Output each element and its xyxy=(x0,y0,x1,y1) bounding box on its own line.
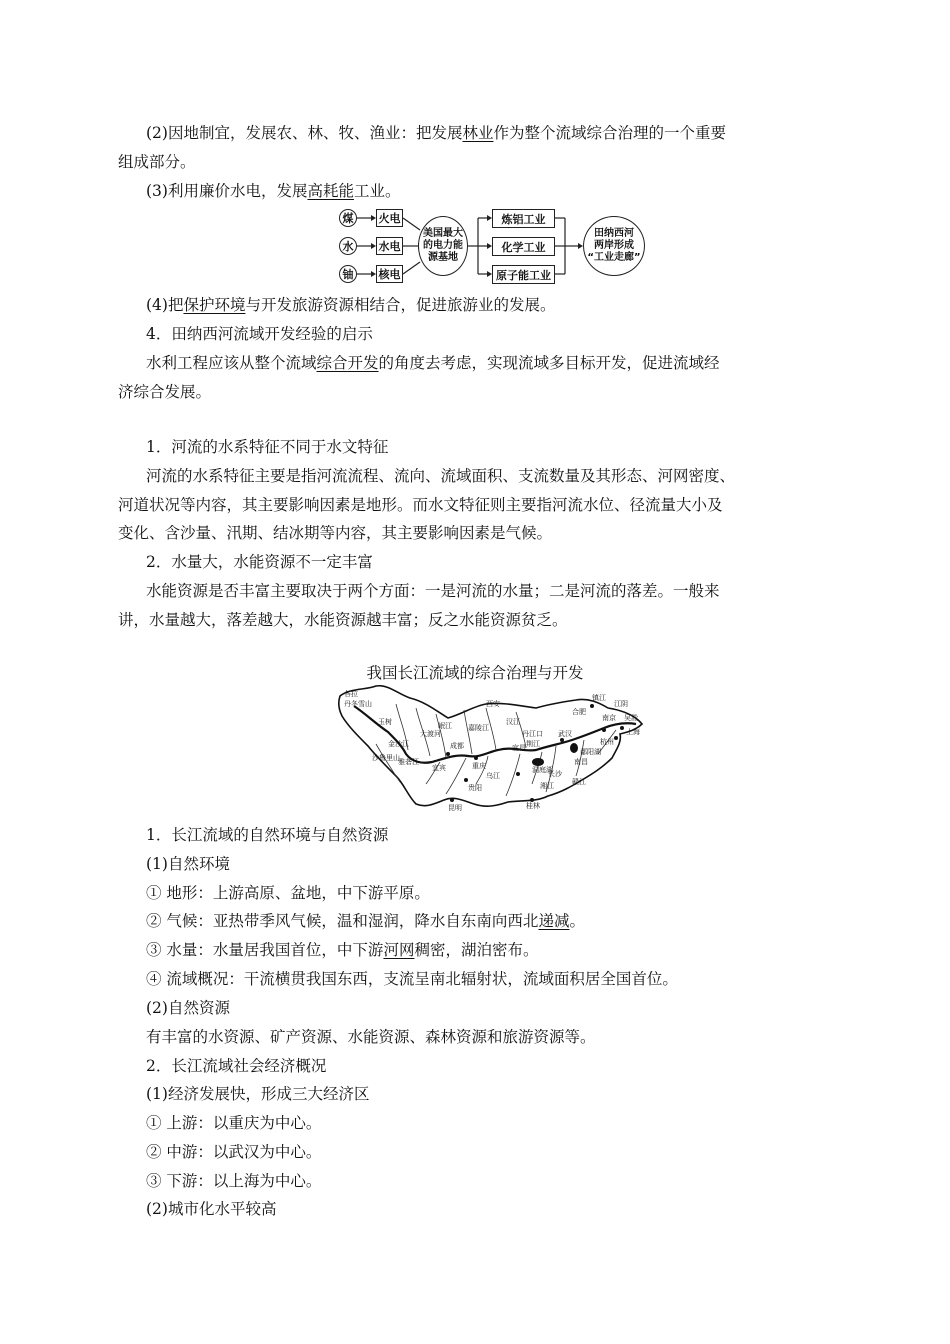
svg-text:南昌: 南昌 xyxy=(574,758,588,766)
source-coal: 煤 xyxy=(339,209,357,227)
subheading-economic-zones: (1)经济发展快，形成三大经济区 xyxy=(146,1085,370,1103)
heading-yangtze-natural: 1．长江流域的自然环境与自然资源 xyxy=(146,826,389,844)
industry-chemical: 化学工业 xyxy=(492,237,555,256)
industry-aluminum: 炼铝工业 xyxy=(492,209,555,228)
svg-text:合肥: 合肥 xyxy=(572,708,586,716)
hub-energy-base: 美国最大 的电力能 源基地 xyxy=(418,216,468,276)
svg-text:沙鲁里山: 沙鲁里山 xyxy=(372,754,400,762)
heading-river-features: 1．河流的水系特征不同于水文特征 xyxy=(146,438,389,456)
item-terrain: ① 地形：上游高原、盆地，中下游平原。 xyxy=(146,884,430,902)
svg-text:赣江: 赣江 xyxy=(572,778,586,786)
item-lower-reach: ③ 下游：以上海为中心。 xyxy=(146,1172,322,1190)
svg-text:汉江: 汉江 xyxy=(506,718,520,726)
paragraph-river-features-3: 变化、含沙量、汛期、结冰期等内容，其主要影响因素是气候。 xyxy=(118,524,553,542)
svg-text:鄱阳湖: 鄱阳湖 xyxy=(580,748,601,756)
paragraph-lessons: 水利工程应该从整个流域综合开发的角度去考虑，实现流域多目标开发，促进流域经 xyxy=(146,354,720,372)
paragraph-agriculture: (2)因地制宜，发展农、林、牧、渔业：把发展林业作为整个流域综合治理的一个重要 xyxy=(146,124,726,142)
subheading-natural-resources: (2)自然资源 xyxy=(146,999,230,1017)
paragraph-river-features-1: 河流的水系特征主要是指河流流程、流向、流域面积、支流数量及其形态、河网密度、 xyxy=(146,467,736,485)
svg-text:上海: 上海 xyxy=(626,728,640,736)
paragraph-agriculture-cont: 组成部分。 xyxy=(118,153,196,171)
heading-yangtze-economy: 2．长江流域社会经济概况 xyxy=(146,1057,327,1075)
item-climate: ② 气候：亚热带季风气候，温和湿润，降水自东南向西北递减。 xyxy=(146,912,585,930)
plant-thermal: 火电 xyxy=(376,209,403,227)
svg-text:嘉陵江: 嘉陵江 xyxy=(468,724,489,732)
paragraph-hydropower: (3)利用廉价水电，发展高耗能工业。 xyxy=(146,182,401,200)
plant-hydro: 水电 xyxy=(376,237,403,255)
svg-text:金沙江: 金沙江 xyxy=(388,740,409,748)
svg-text:昆明: 昆明 xyxy=(448,804,462,812)
svg-text:玉树: 玉树 xyxy=(378,718,392,726)
svg-text:乌江: 乌江 xyxy=(486,772,500,780)
paragraph-river-features-2: 河道状况等内容，其主要影响因素是地形。而水文特征则主要指河流水位、径流量大小及 xyxy=(118,496,723,514)
subheading-natural-environment: (1)自然环境 xyxy=(146,855,230,873)
subheading-urbanization: (2)城市化水平较高 xyxy=(146,1200,277,1218)
svg-text:长沙: 长沙 xyxy=(548,770,562,778)
paragraph-resources: 有丰富的水资源、矿产资源、水能资源、森林资源和旅游资源等。 xyxy=(146,1028,596,1046)
svg-text:重庆: 重庆 xyxy=(472,762,486,770)
section-title: 我国长江流域的综合治理与开发 xyxy=(366,664,584,682)
heading-tennessee-lessons: 4．田纳西河流域开发经验的启示 xyxy=(146,325,373,343)
svg-text:雅砻江: 雅砻江 xyxy=(398,758,419,766)
paragraph-lessons-cont: 济综合发展。 xyxy=(118,383,212,401)
svg-text:丹冬雪山: 丹冬雪山 xyxy=(344,700,372,708)
svg-text:桂林: 桂林 xyxy=(526,802,540,810)
result-industrial-corridor: 田纳西河 两岸形成 “工业走廊” xyxy=(583,216,645,276)
industry-atomic: 原子能工业 xyxy=(492,265,555,284)
heading-hydro-resources: 2．水量大，水能资源不一定丰富 xyxy=(146,553,373,571)
paragraph-tourism: (4)把保护环境与开发旅游资源相结合，促进旅游业的发展。 xyxy=(146,296,556,314)
svg-text:岷江: 岷江 xyxy=(438,722,452,730)
svg-text:贵阳: 贵阳 xyxy=(468,784,482,792)
svg-text:洞庭湖: 洞庭湖 xyxy=(532,766,553,774)
svg-text:镇江: 镇江 xyxy=(592,694,606,702)
paragraph-hydro-resources-1: 水能资源是否丰富主要取决于两个方面：一是河流的水量；二是河流的落差。一般来 xyxy=(146,582,720,600)
item-middle-reach: ② 中游：以武汉为中心。 xyxy=(146,1143,322,1161)
svg-text:江阴: 江阴 xyxy=(614,700,628,708)
item-basin-overview: ④ 流域概况：干流横贯我国东西，支流呈南北辐射状，流域面积居全国首位。 xyxy=(146,970,678,988)
item-water: ③ 水量：水量居我国首位，中下游河网稠密，湖泊密布。 xyxy=(146,941,539,959)
paragraph-hydro-resources-2: 讲，水量越大，落差越大，水能资源越丰富；反之水能资源贫乏。 xyxy=(118,611,568,629)
svg-text:杭州: 杭州 xyxy=(600,738,614,746)
source-water: 水 xyxy=(339,237,357,255)
plant-nuclear: 核电 xyxy=(376,265,403,283)
svg-text:武汉: 武汉 xyxy=(558,730,572,738)
source-uranium: 铀 xyxy=(339,265,357,283)
svg-text:湘江: 湘江 xyxy=(540,782,554,790)
svg-text:南京: 南京 xyxy=(602,714,616,722)
svg-text:吴淞: 吴淞 xyxy=(624,714,638,722)
svg-text:丹江口: 丹江口 xyxy=(522,730,543,738)
svg-text:宜宾: 宜宾 xyxy=(432,764,446,772)
svg-text:成都: 成都 xyxy=(450,742,464,750)
svg-text:大渡河: 大渡河 xyxy=(420,730,441,738)
item-upper-reach: ① 上游：以重庆为中心。 xyxy=(146,1114,322,1132)
svg-text:宜昌: 宜昌 xyxy=(512,744,526,752)
svg-text:各拉: 各拉 xyxy=(344,690,358,698)
svg-text:西安: 西安 xyxy=(486,700,500,708)
svg-text:荆江: 荆江 xyxy=(526,740,540,748)
yangtze-basin-map xyxy=(336,684,646,812)
